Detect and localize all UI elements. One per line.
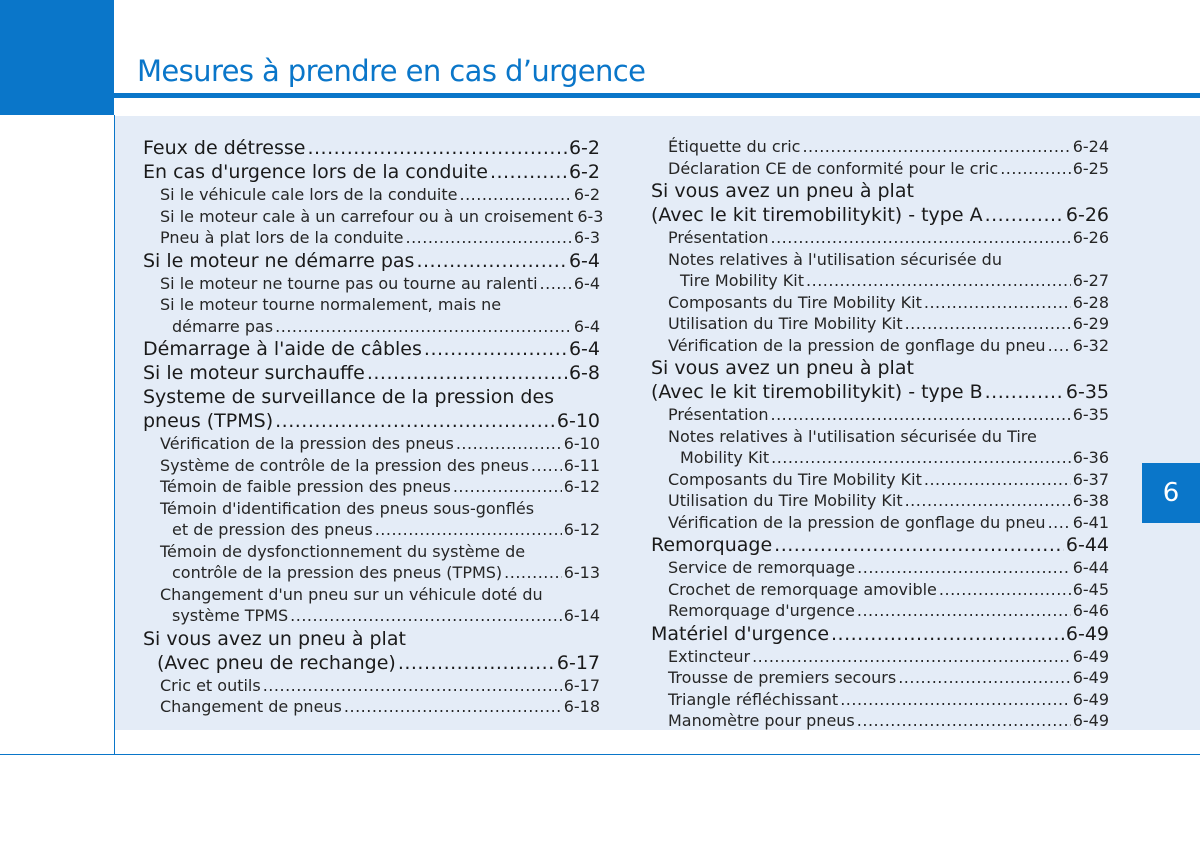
toc-entry[interactable]: Si le moteur ne démarre pas ..... 6-4 — [143, 249, 600, 273]
toc-entry-line[interactable]: Si vous avez un pneu à plat — [651, 357, 914, 379]
toc-column-right — [651, 136, 1109, 732]
footer-rule — [0, 754, 1200, 755]
toc-entry[interactable]: (Avec le kit tiremobilitykit) - type B ..... 6-35 — [651, 380, 1109, 404]
toc-subentry[interactable]: Vérification de la pression de gonflage du pneu ..... 6-41 — [651, 512, 1109, 534]
toc-subentry[interactable]: Extincteur ..... 6-49 — [651, 646, 1109, 668]
toc-subentry[interactable]: Utilisation du Tire Mobility Kit ..... 6-29 — [651, 313, 1109, 335]
toc-subentry[interactable]: Pneu à plat lors de la conduite ..... 6-3 — [143, 227, 600, 249]
toc-subentry-line[interactable]: Si le moteur tourne normalement, mais ne — [160, 295, 502, 314]
toc-entry[interactable]: Feux de détresse ..... 6-2 — [143, 136, 600, 160]
toc-entry[interactable]: En cas d'urgence lors de la conduite ..... 6-2 — [143, 160, 600, 184]
toc-subentry[interactable]: démarre pas ..... 6-4 — [143, 316, 600, 338]
toc-entry[interactable]: (Avec pneu de rechange) ..... 6-17 — [143, 651, 600, 675]
toc-subentry[interactable]: Triangle réfléchissant ..... 6-49 — [651, 689, 1109, 711]
toc-subentry-line[interactable]: Témoin d'identification des pneus sous-gonflés — [160, 498, 535, 518]
toc-subentry[interactable]: Si le véhicule cale lors de la conduite ..... 6-2 — [143, 184, 600, 206]
toc-subentry[interactable]: Service de remorquage ..... 6-44 — [651, 557, 1109, 579]
toc-subentry[interactable]: Manomètre pour pneus ..... 6-49 — [651, 710, 1109, 732]
toc-subentry[interactable]: Si le moteur cale à un carrefour ou à un croisement 6-3 — [160, 206, 604, 226]
toc-entry-line[interactable]: Si vous avez un pneu à plat — [651, 180, 914, 202]
toc-entry[interactable]: Remorquage ..... 6-44 — [651, 533, 1109, 557]
toc-subentry-line[interactable]: Notes relatives à l'utilisation sécurisée du — [668, 249, 1002, 269]
toc-column-left — [143, 136, 604, 718]
corner-block — [0, 0, 114, 115]
toc-subentry[interactable]: Changement de pneus ..... 6-18 — [143, 696, 600, 718]
toc-entry[interactable]: Matériel d'urgence ..... 6-49 — [651, 622, 1109, 646]
page-title: Mesures à prendre en cas d’urgence — [137, 54, 646, 88]
toc-subentry[interactable]: contrôle de la pression des pneus (TPMS) ..... 6-13 — [143, 562, 600, 584]
toc-entry[interactable]: (Avec le kit tiremobilitykit) - type A ..... 6-26 — [651, 203, 1109, 227]
toc-subentry[interactable]: Mobility Kit ..... 6-36 — [651, 447, 1109, 469]
toc-entry[interactable]: Si le moteur surchauffe ..... 6-8 — [143, 361, 600, 385]
toc-subentry[interactable]: et de pression des pneus ..... 6-12 — [143, 519, 600, 541]
toc-entry-line[interactable]: Systeme de surveillance de la pression des — [143, 386, 555, 408]
toc-subentry-line[interactable]: Témoin de dysfonctionnement du système de — [160, 541, 526, 561]
toc-subentry[interactable]: Présentation ..... 6-26 — [651, 227, 1109, 249]
toc-subentry[interactable]: Témoin de faible pression des pneus ..... 6-12 — [143, 476, 600, 498]
toc-subentry[interactable]: Composants du Tire Mobility Kit ..... 6-28 — [651, 292, 1109, 314]
toc-subentry[interactable]: Tire Mobility Kit ..... 6-27 — [651, 270, 1109, 292]
toc-entry-line[interactable]: Si vous avez un pneu à plat — [143, 627, 406, 650]
toc-subentry[interactable]: système TPMS ..... 6-14 — [143, 605, 600, 627]
title-rule — [114, 93, 1200, 98]
chapter-tab[interactable]: 6 — [1142, 463, 1200, 523]
toc-subentry[interactable]: Présentation ..... 6-35 — [651, 404, 1109, 426]
toc-subentry[interactable]: Composants du Tire Mobility Kit ..... 6-37 — [651, 469, 1109, 491]
toc-subentry[interactable]: Cric et outils ..... 6-17 — [143, 675, 600, 697]
toc-subentry-line[interactable]: Changement d'un pneu sur un véhicule doté du — [160, 584, 543, 604]
toc-subentry[interactable]: Vérification de la pression des pneus ..... 6-10 — [143, 433, 600, 455]
toc-entry[interactable]: Démarrage à l'aide de câbles ..... 6-4 — [143, 337, 600, 361]
toc-subentry[interactable]: Étiquette du cric ..... 6-24 — [651, 136, 1109, 158]
toc-subentry[interactable]: Remorquage d'urgence ..... 6-46 — [651, 600, 1109, 622]
toc-subentry[interactable]: Vérification de la pression de gonflage du pneu ..... 6-32 — [651, 335, 1109, 357]
toc-entry[interactable]: pneus (TPMS) ..... 6-10 — [143, 409, 600, 433]
toc-subentry[interactable]: Système de contrôle de la pression des pneus ..... 6-11 — [143, 455, 600, 477]
toc-subentry[interactable]: Déclaration CE de conformité pour le cric ..... 6-25 — [651, 158, 1109, 180]
toc-subentry[interactable]: Utilisation du Tire Mobility Kit ..... 6-38 — [651, 490, 1109, 512]
toc-subentry-line[interactable]: Notes relatives à l'utilisation sécurisée du Tire — [668, 426, 1037, 446]
toc-subentry[interactable]: Trousse de premiers secours ..... 6-49 — [651, 667, 1109, 689]
toc-subentry[interactable]: Crochet de remorquage amovible ..... 6-45 — [651, 579, 1109, 601]
toc-subentry[interactable]: Si le moteur ne tourne pas ou tourne au ralenti ..... 6-4 — [143, 273, 600, 295]
